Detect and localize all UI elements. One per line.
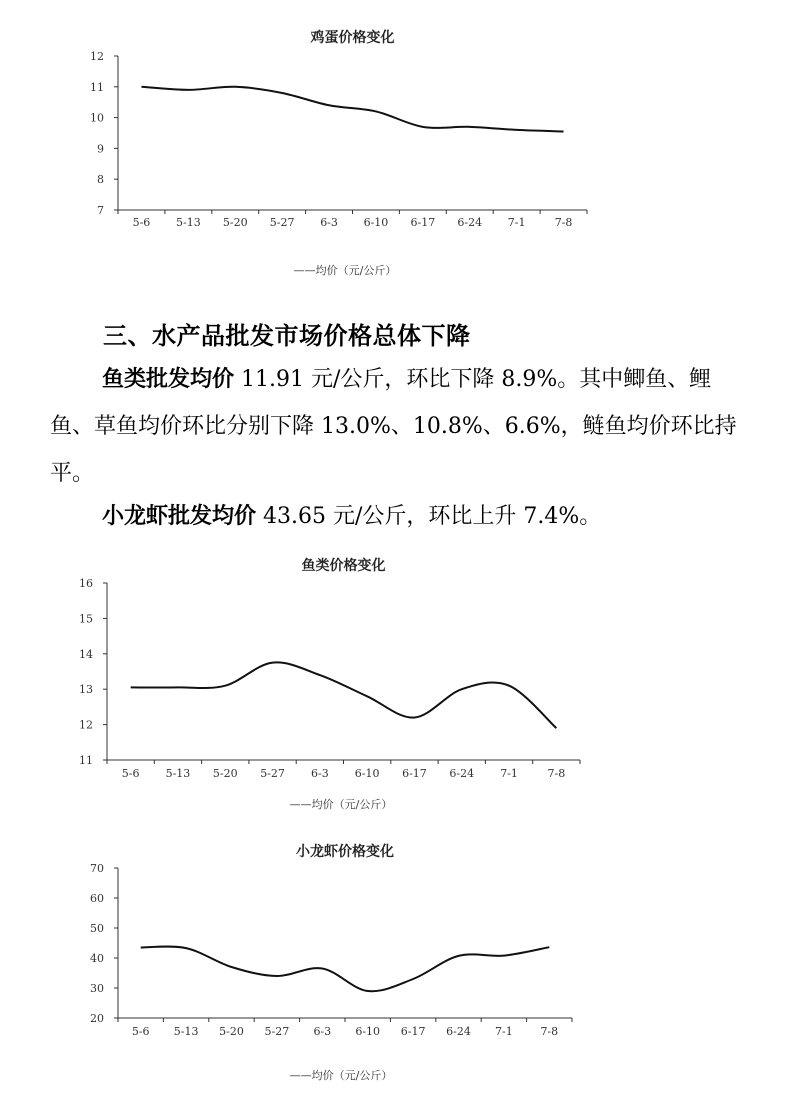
x-tick-label: 5-20: [212, 767, 238, 780]
x-tick-label: 6-17: [402, 767, 427, 780]
x-tick-label: 5-27: [269, 216, 295, 229]
crayfish-text: 43.65 元/公斤，环比上升 7.4%。: [256, 504, 602, 529]
x-tick-label: 5-6: [121, 767, 140, 780]
legend-entry: ——均价（元/公斤）: [293, 264, 397, 277]
x-tick-label: 7-1: [500, 767, 518, 780]
y-tick-label: 13: [79, 683, 93, 697]
series-line: [141, 947, 550, 992]
legend-entry: ——均价（元/公斤）: [289, 1069, 393, 1082]
chart-title: 鱼类价格变化: [301, 558, 386, 574]
legend-entry: ——均价（元/公斤）: [289, 798, 393, 811]
y-tick-label: 11: [90, 80, 104, 94]
x-tick-label: 6-24: [449, 767, 475, 780]
y-tick-label: 50: [90, 922, 104, 935]
fish-lead: 鱼类批发均价: [102, 367, 235, 392]
y-tick-label: 16: [79, 577, 93, 590]
y-tick-label: 40: [90, 952, 104, 965]
x-tick-label: 5-13: [165, 767, 191, 780]
x-tick-label: 5-6: [132, 216, 151, 229]
chart-title: 鸡蛋价格变化: [310, 30, 395, 46]
x-tick-label: 6-17: [410, 216, 436, 229]
y-tick-label: 8: [97, 173, 104, 187]
x-tick-label: 6-17: [400, 1025, 426, 1038]
x-tick-label: 7-8: [540, 1025, 559, 1038]
chart-crayfish-price: [0, 838, 798, 1108]
x-tick-label: 7-1: [507, 216, 526, 229]
y-tick-label: 70: [90, 862, 104, 875]
crayfish-lead: 小龙虾批发均价: [102, 504, 257, 529]
y-tick-label: 11: [79, 754, 93, 767]
paragraph-fish: [50, 356, 750, 497]
x-tick-label: 6-10: [363, 216, 389, 229]
x-tick-label: 6-3: [310, 767, 329, 780]
x-tick-label: 6-24: [457, 216, 483, 229]
y-tick-label: 14: [79, 647, 93, 661]
y-tick-label: 12: [79, 718, 93, 732]
x-tick-label: 7-8: [547, 767, 566, 780]
y-tick-label: 7: [97, 204, 104, 217]
chart-egg-price: [0, 0, 798, 290]
y-tick-label: 12: [90, 50, 104, 63]
y-tick-label: 60: [90, 892, 104, 905]
x-tick-label: 6-3: [313, 1025, 332, 1038]
x-tick-label: 5-6: [131, 1025, 150, 1038]
x-tick-label: 6-10: [355, 1025, 381, 1038]
x-tick-label: 5-27: [264, 1025, 290, 1038]
x-tick-label: 6-3: [320, 216, 338, 229]
y-tick-label: 10: [90, 111, 104, 125]
y-tick-label: 15: [79, 612, 93, 626]
chart-fish-price: [0, 548, 798, 818]
y-tick-label: 20: [90, 1012, 104, 1025]
section-heading: 三、水产品批发市场价格总体下降: [103, 322, 471, 350]
x-tick-label: 5-27: [260, 767, 285, 780]
fish-text: 11.91 元/公斤，环比下降 8.9%。其中鲫鱼、鲤鱼、草鱼均价环比分别下降 13.0%、10.8%、6.6%，鲢鱼均价环比持平。: [50, 367, 737, 486]
x-tick-label: 5-13: [175, 216, 201, 229]
x-tick-label: 5-20: [222, 216, 248, 229]
chart-title: 小龙虾价格变化: [296, 844, 394, 860]
x-tick-label: 6-24: [446, 1025, 471, 1038]
x-tick-label: 7-1: [495, 1025, 513, 1038]
y-tick-label: 9: [97, 142, 104, 156]
series-line: [141, 87, 563, 132]
x-tick-label: 5-20: [219, 1025, 244, 1038]
paragraph-crayfish: [50, 493, 750, 540]
y-tick-label: 30: [90, 982, 104, 995]
x-tick-label: 7-8: [554, 216, 573, 229]
series-line: [131, 662, 557, 728]
x-tick-label: 6-10: [354, 767, 380, 780]
x-tick-label: 5-13: [173, 1025, 199, 1038]
